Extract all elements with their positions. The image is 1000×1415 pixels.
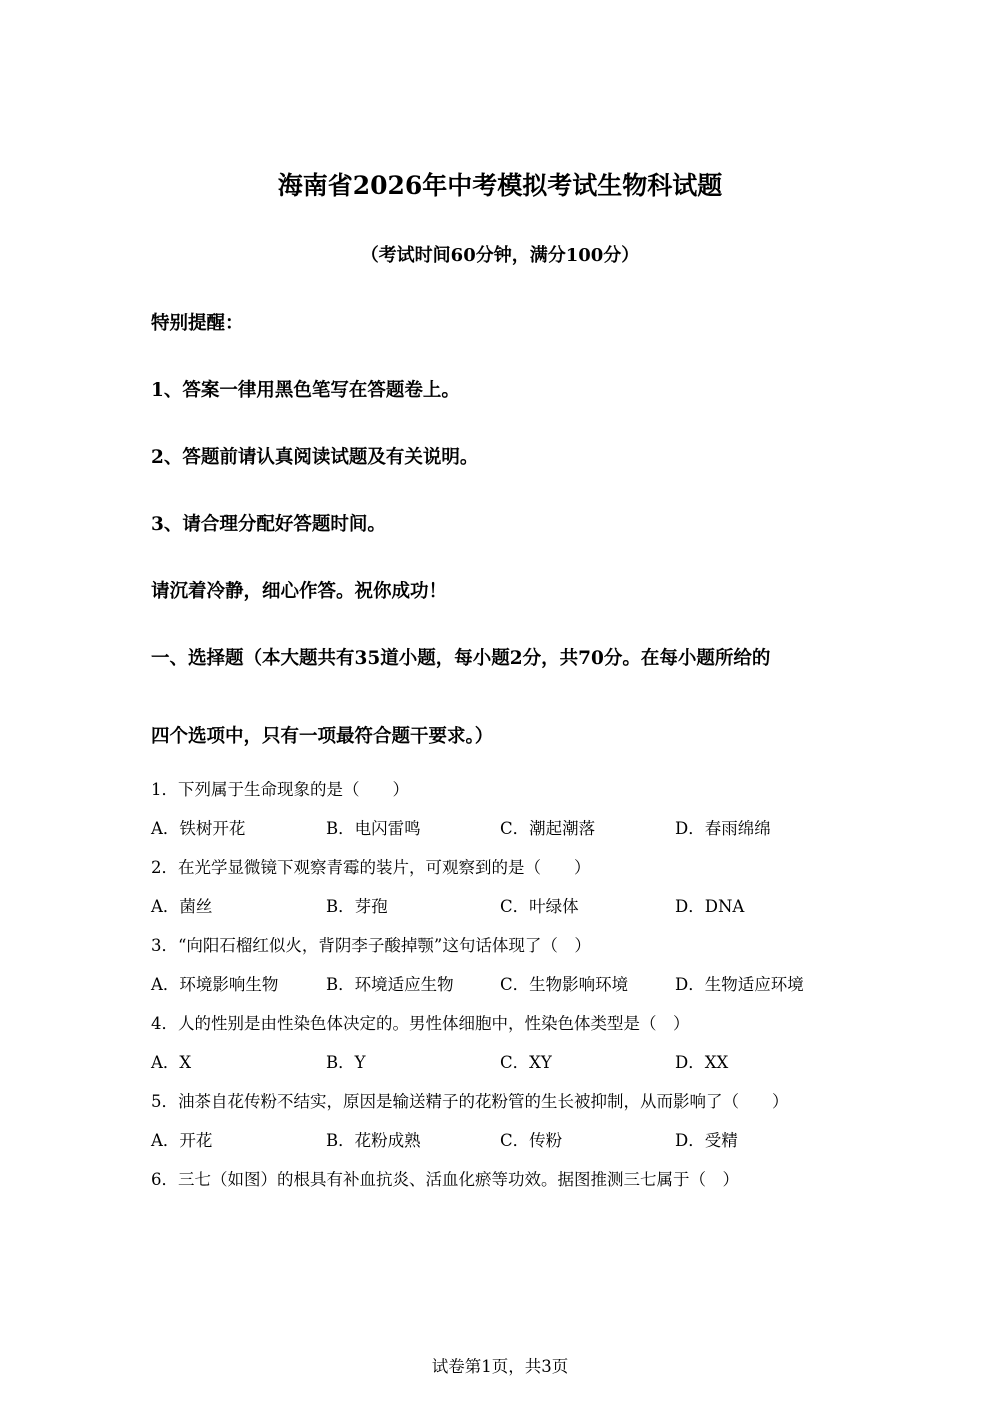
question-5-option-b: B．花粉成熟	[326, 1131, 421, 1150]
question-2-options	[151, 894, 871, 920]
question-4-options	[151, 1050, 871, 1076]
reminder-closing: 请沉着冷静，细心作答。祝你成功！	[151, 581, 448, 602]
question-4-option-b: B．Y	[326, 1053, 366, 1072]
question-2-option-a: A．菌丝	[151, 897, 213, 916]
page-footer: 试卷第1页，共3页	[431, 1357, 569, 1376]
question-3-options	[151, 972, 871, 998]
question-3-option-c: C．生物影响环境	[500, 975, 629, 994]
exam-subtitle: （考试时间60分钟，满分100分）	[360, 245, 640, 266]
question-3-stem: 3．“向阳石榴红似火，背阴李子酸掉颚”这句话体现了（ ）	[151, 936, 591, 955]
question-2-option-d: D．DNA	[675, 897, 745, 916]
question-1-option-c: C．潮起潮落	[500, 819, 596, 838]
question-3-option-d: D．生物适应环境	[675, 975, 804, 994]
reminder-item-1: 1、答案一律用黑色笔写在答题卷上。	[151, 380, 460, 401]
question-5-option-c: C．传粉	[500, 1131, 563, 1150]
question-2-option-c: C．叶绿体	[500, 897, 579, 916]
section-heading-line1: 一、选择题（本大题共有35道小题，每小题2分，共70分。在每小题所给的	[151, 648, 771, 669]
question-2-option-b: B．芽孢	[326, 897, 388, 916]
question-3-option-a: A．环境影响生物	[151, 975, 279, 994]
section-heading-line2: 四个选项中，只有一项最符合题干要求。）	[151, 726, 494, 747]
reminder-item-2: 2、答题前请认真阅读试题及有关说明。	[151, 447, 479, 468]
question-1-option-a: A．铁树开花	[151, 819, 246, 838]
question-3-option-b: B．环境适应生物	[326, 975, 454, 994]
question-5-option-d: D．受精	[675, 1131, 738, 1150]
reminder-item-3: 3、请合理分配好答题时间。	[151, 514, 386, 535]
question-4-option-c: C．XY	[500, 1053, 552, 1072]
question-6-stem: 6．三七（如图）的根具有补血抗炎、活血化瘀等功效。据图推测三七属于（ ）	[151, 1170, 739, 1189]
question-5-stem: 5．油茶自花传粉不结实，原因是输送精子的花粉管的生长被抑制，从而影响了（ ）	[151, 1092, 789, 1111]
question-5-option-a: A．开花	[151, 1131, 213, 1150]
question-1-option-b: B．电闪雷鸣	[326, 819, 421, 838]
question-4-option-d: D．XX	[675, 1053, 729, 1072]
exam-title: 海南省2026年中考模拟考试生物科试题	[277, 171, 723, 200]
question-2-stem: 2．在光学显微镜下观察青霉的装片，可观察到的是（ ）	[151, 858, 591, 877]
reminder-heading: 特别提醒：	[151, 313, 244, 334]
question-4-option-a: A．X	[151, 1053, 192, 1072]
question-4-stem: 4．人的性别是由性染色体决定的。男性体细胞中，性染色体类型是（ ）	[151, 1014, 690, 1033]
question-5-options	[151, 1128, 871, 1154]
question-1-stem: 1．下列属于生命现象的是（ ）	[151, 780, 409, 799]
question-1-options	[151, 816, 871, 842]
question-1-option-d: D．春雨绵绵	[675, 819, 771, 838]
